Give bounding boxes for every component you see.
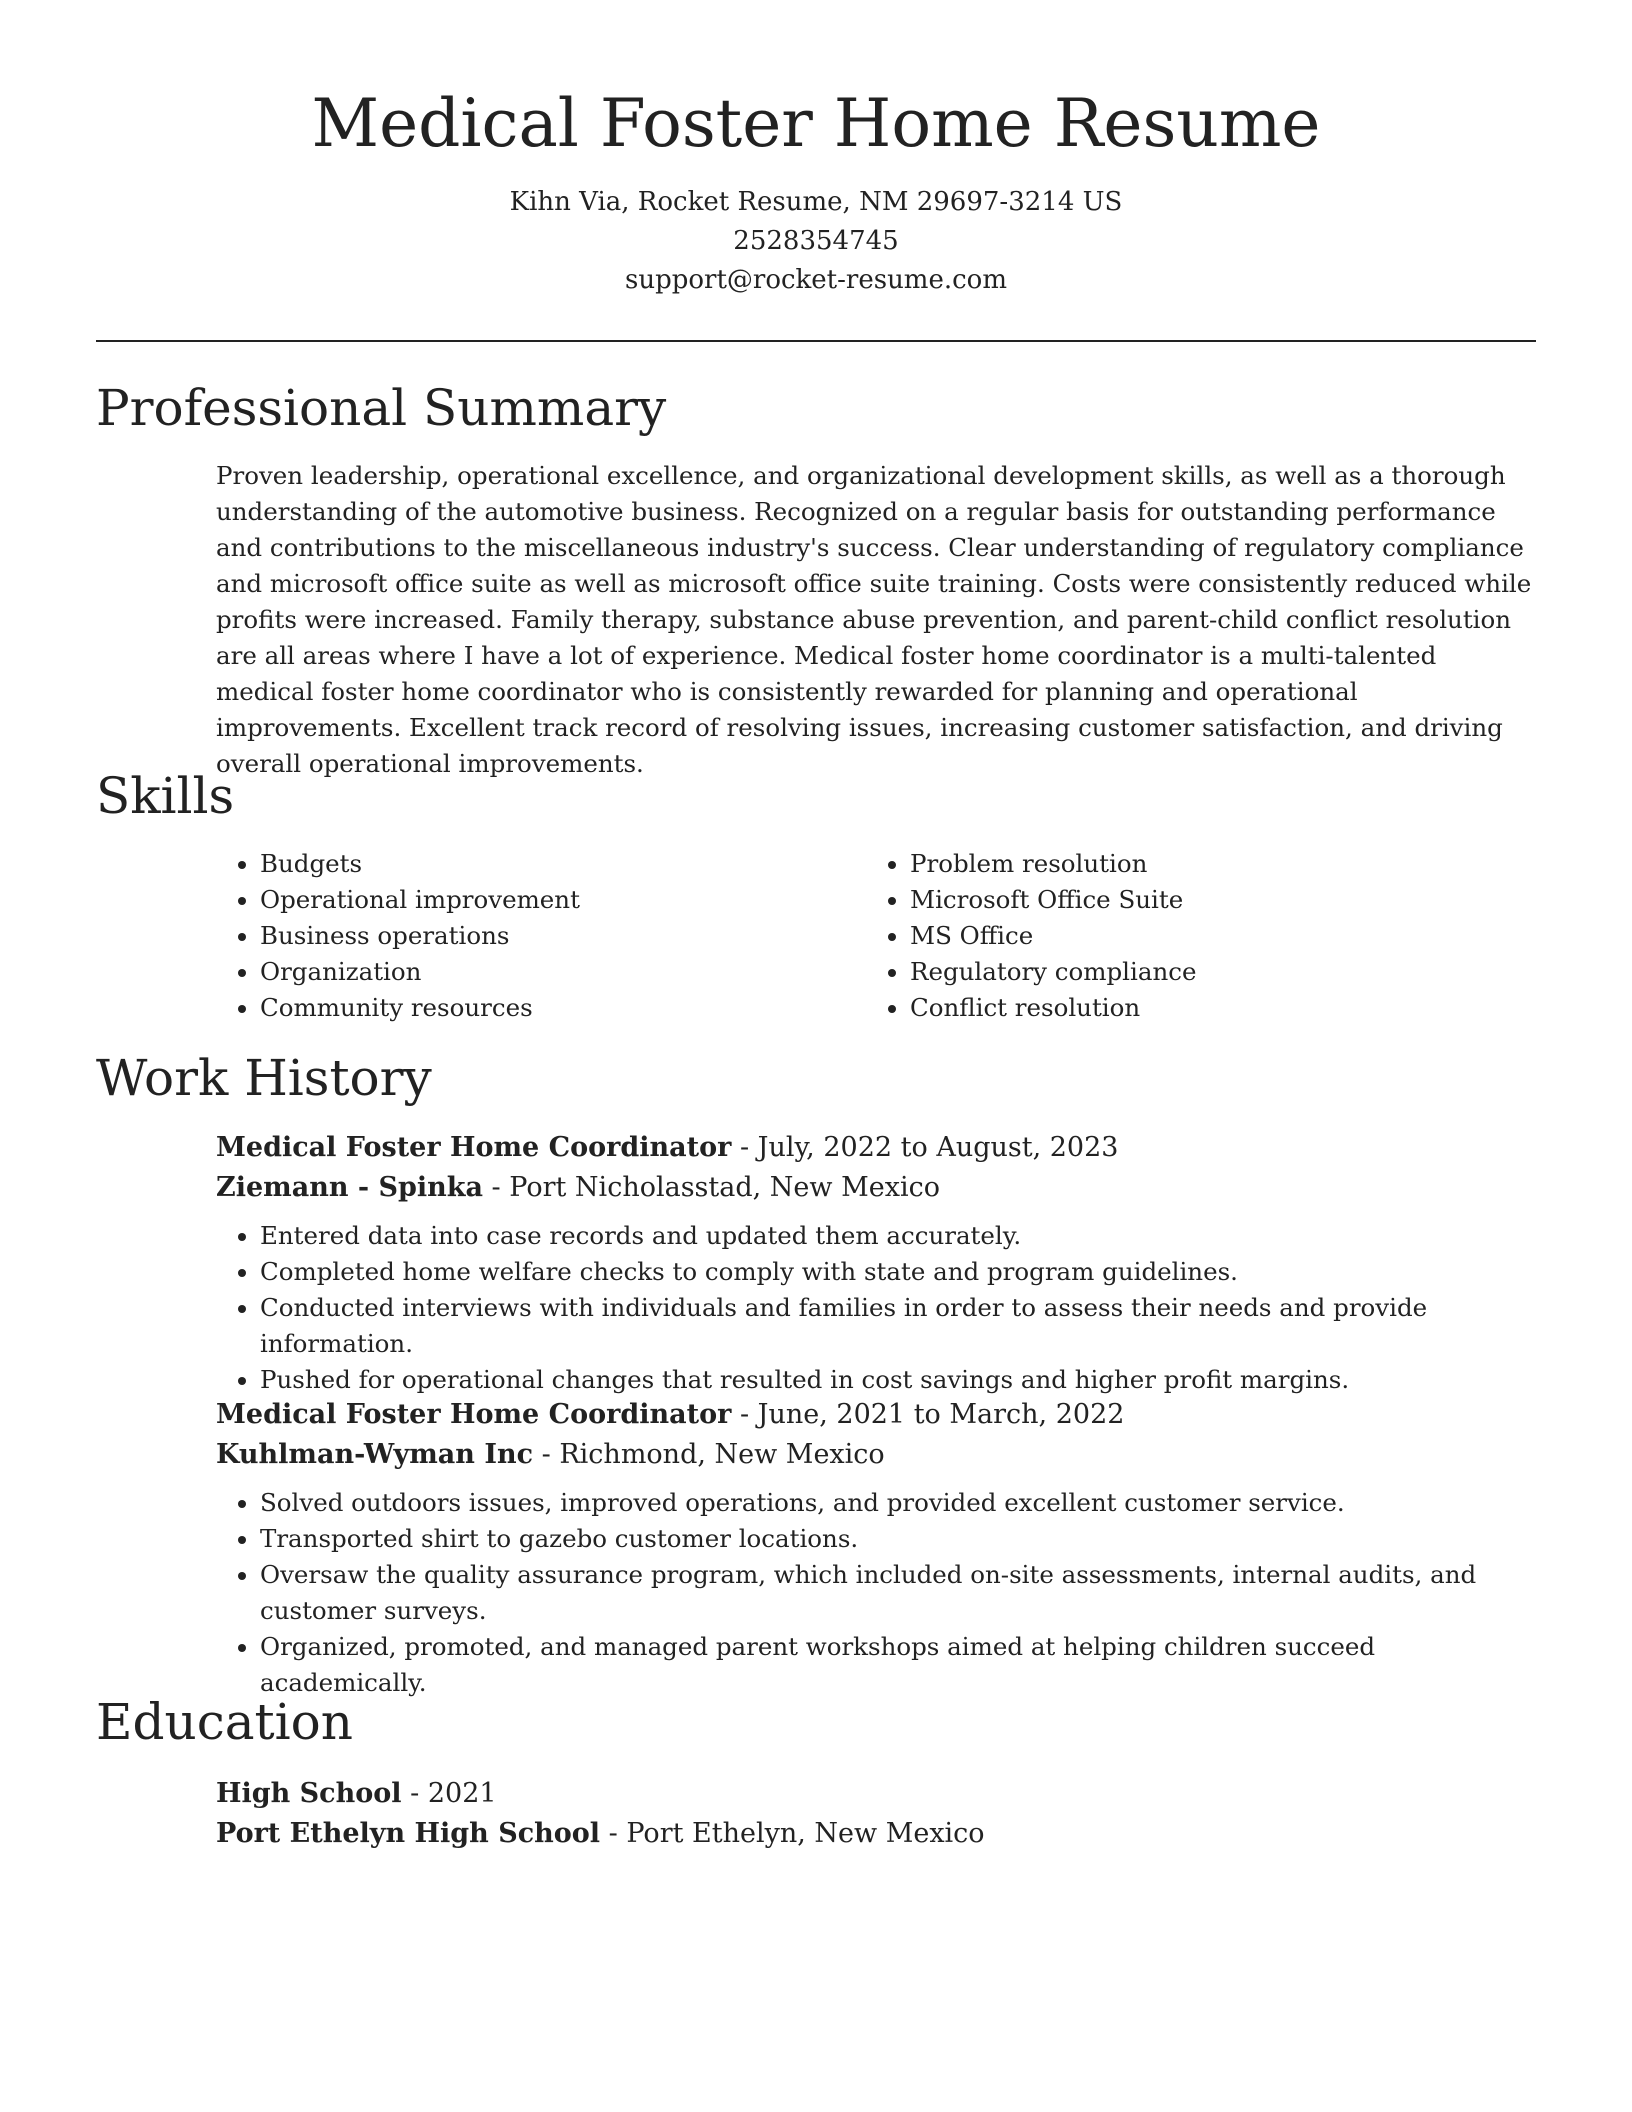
phone: 2528354745 [733,226,899,257]
job-company-line [216,1435,1536,1475]
education-school-line [216,1814,1536,1854]
job-title-line [216,1395,1536,1435]
skill-item: • Regulatory compliance [910,954,1516,990]
job-bullet: • Entered data into case records and updated them accurately. [260,1218,1536,1254]
job-company: Kuhlman-Wyman Inc [216,1439,534,1470]
job-bullet: • Conducted interviews with individuals and families in order to assess their needs and provide information. [260,1290,1536,1362]
job-entry [216,1395,1536,1701]
education-degree-line [216,1774,1536,1814]
skill-item: • Organization [260,954,866,990]
skills-column-right [866,846,1516,1026]
job-bullets [216,1485,1536,1701]
job-bullet: • Solved outdoors issues, improved operations, and provided excellent customer service. [260,1485,1536,1521]
skill-item: • Community resources [260,990,866,1026]
education-year-separator: - [410,1778,428,1809]
header-divider [96,340,1536,342]
skill-item: • Operational improvement [260,882,866,918]
job-title-line [216,1128,1536,1168]
address: Kihn Via, Rocket Resume, NM 29697-3214 US [509,187,1123,218]
skill-item: • Microsoft Office Suite [910,882,1516,918]
job-bullet: • Completed home welfare checks to comply with state and program guidelines. [260,1254,1536,1290]
summary-text: Proven leadership, operational excellence, and organizational development skills, as well as a thorough understanding of the automotive business. Recognized on a regular basis for outstanding performance and contributions to the miscellaneous industry's success. Clear understanding of regulatory compliance and microsoft office suite as well as microsoft office suite training. Costs were consistently reduced while profits were increased. Family therapy, substance abuse prevention, and parent-child conflict resolution are all areas where I have a lot of experience. Medical foster home coordinator is a multi-talented medical foster home coordinator who is consistently rewarded for planning and operational improvements. Excellent track record of resolving issues, increasing customer satisfaction, and driving overall operational improvements. [216,461,1532,778]
skill-item: • Conflict resolution [910,990,1516,1026]
job-location: Richmond, New Mexico [559,1439,885,1470]
job-dates: July, 2022 to August, 2023 [757,1132,1119,1163]
work-history-heading: Work History [96,1049,432,1107]
education-year: 2021 [427,1778,497,1809]
job-company-line [216,1168,1536,1208]
skill-item: • Business operations [260,918,866,954]
contact-info [0,183,1632,300]
education-entry [216,1774,1536,1854]
job-bullet: • Oversaw the quality assurance program, which included on-site assessments, internal audits, and customer surveys. [260,1557,1536,1629]
summary-heading: Professional Summary [96,379,667,437]
summary-section [216,458,1536,782]
resume-header [0,0,1632,300]
education-location-separator: - [608,1818,627,1849]
job-dates-separator: - [739,1132,758,1163]
job-bullet: • Transported shirt to gazebo customer locations. [260,1521,1536,1557]
job-location-separator: - [491,1172,510,1203]
job-dates: June, 2021 to March, 2022 [757,1399,1125,1430]
job-bullet: • Organized, promoted, and managed parent workshops aimed at helping children succeed academically. [260,1629,1536,1701]
job-position: Medical Foster Home Coordinator [216,1132,732,1163]
job-entry [216,1128,1536,1398]
skill-item: • Problem resolution [910,846,1516,882]
job-location: Port Nicholasstad, New Mexico [509,1172,940,1203]
education-location: Port Ethelyn, New Mexico [626,1818,985,1849]
education-school: Port Ethelyn High School [216,1818,601,1849]
skills-heading: Skills [96,767,235,825]
job-company: Ziemann - Spinka [216,1172,483,1203]
job-position: Medical Foster Home Coordinator [216,1399,732,1430]
job-bullet: • Pushed for operational changes that resulted in cost savings and higher profit margins. [260,1362,1536,1398]
education-heading: Education [96,1693,353,1751]
skill-item: • MS Office [910,918,1516,954]
skills-list [216,846,1536,1026]
email: support@rocket-resume.com [624,265,1007,296]
resume-title: Medical Foster Home Resume [311,85,1321,162]
job-location-separator: - [541,1439,560,1470]
skills-column-left [216,846,866,1026]
job-dates-separator: - [739,1399,758,1430]
education-degree: High School [216,1778,402,1809]
skill-item: • Budgets [260,846,866,882]
job-bullets [216,1218,1536,1398]
